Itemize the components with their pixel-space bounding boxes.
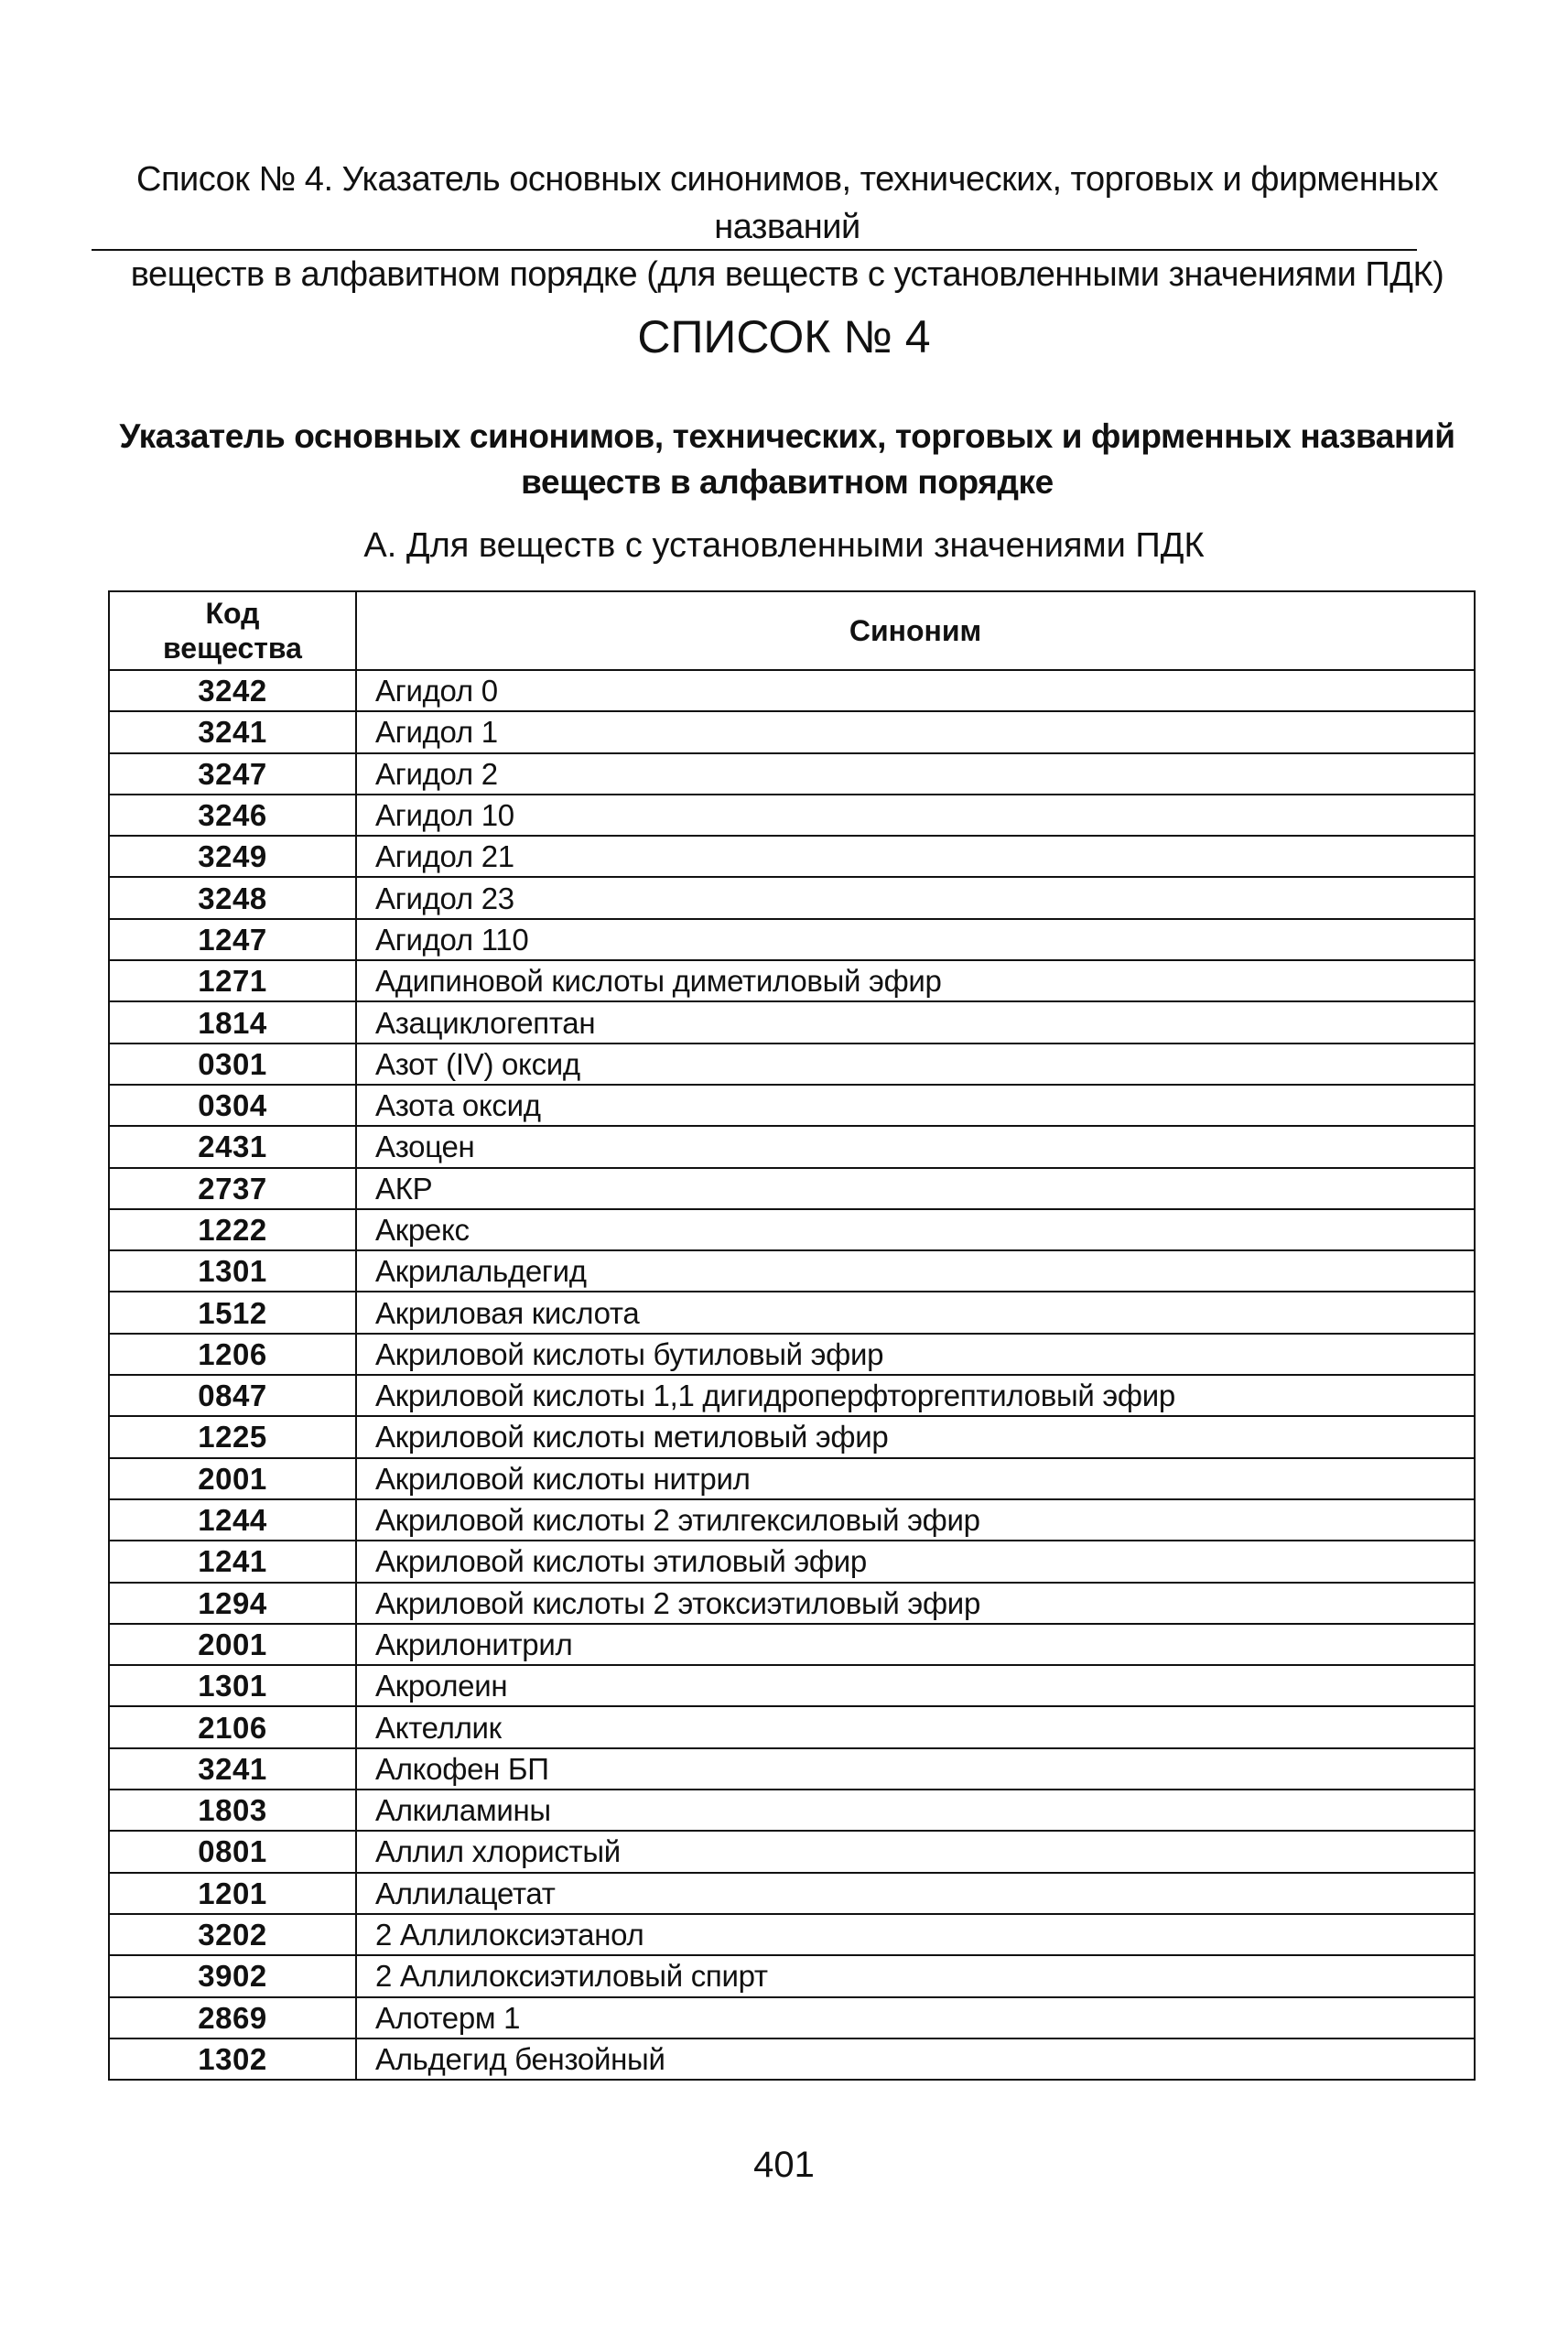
synonym-cell: Акрилонитрил	[356, 1624, 1475, 1665]
table-row	[109, 1624, 1475, 1665]
header-rule	[92, 249, 1417, 251]
table-row	[109, 1458, 1475, 1499]
substance-code-cell: 2737	[109, 1168, 356, 1209]
list-title: СПИСОК № 4	[637, 311, 931, 362]
section-title-line-1: Указатель основных синонимов, технических, торговых и фирменных названий	[119, 417, 1455, 455]
synonym-cell: Аллил хлористый	[356, 1831, 1475, 1872]
table-row	[109, 1748, 1475, 1790]
synonym-table	[108, 590, 1476, 2081]
table-row	[109, 1499, 1475, 1541]
synonym-cell: Агидол 2	[356, 753, 1475, 795]
substance-code-cell: 1222	[109, 1209, 356, 1250]
table-row	[109, 753, 1475, 795]
synonym-cell: Акриловой кислоты этиловый эфир	[356, 1541, 1475, 1582]
synonym-cell: Азота оксид	[356, 1085, 1475, 1126]
substance-code-cell: 3249	[109, 836, 356, 877]
table-row	[109, 1706, 1475, 1747]
substance-code-cell: 3202	[109, 1914, 356, 1955]
synonym-cell: Агидол 21	[356, 836, 1475, 877]
running-head-line-2: веществ в алфавитном порядке (для веществ с установленными значениями ПДК)	[130, 255, 1444, 294]
synonym-cell: Акриловая кислота	[356, 1292, 1475, 1333]
substance-code-cell: 1244	[109, 1499, 356, 1541]
page-number: 401	[753, 2145, 815, 2185]
substance-code-cell: 1301	[109, 1250, 356, 1292]
table-row	[109, 1168, 1475, 1209]
substance-code-cell: 1206	[109, 1334, 356, 1375]
substance-code-cell: 3241	[109, 711, 356, 752]
substance-code-cell: 0304	[109, 1085, 356, 1126]
synonym-cell: Акрекс	[356, 1209, 1475, 1250]
table-row	[109, 1334, 1475, 1375]
substance-code-cell: 1803	[109, 1790, 356, 1831]
substance-code-cell: 2001	[109, 1624, 356, 1665]
synonym-cell: Альдегид бензойный	[356, 2038, 1475, 2080]
table-row	[109, 2038, 1475, 2080]
table-body	[109, 670, 1475, 2080]
table-row	[109, 960, 1475, 1001]
header-synonym: Синоним	[356, 591, 1475, 670]
substance-code-cell: 0847	[109, 1375, 356, 1416]
running-head	[92, 156, 1483, 298]
synonym-cell: 2 Аллилоксиэтиловый спирт	[356, 1955, 1475, 1996]
table-row	[109, 1873, 1475, 1914]
synonym-cell: Акриловой кислоты 1,1 дигидроперфторгептиловый эфир	[356, 1375, 1475, 1416]
substance-code-cell: 3241	[109, 1748, 356, 1790]
section-title-line-2: веществ в алфавитном порядке	[521, 463, 1054, 501]
table-row	[109, 919, 1475, 960]
table-row	[109, 1997, 1475, 2038]
table-row	[109, 1292, 1475, 1333]
header-code	[109, 591, 356, 670]
table-row	[109, 1209, 1475, 1250]
synonym-cell: Акриловой кислоты метиловый эфир	[356, 1416, 1475, 1457]
synonym-cell: Агидол 23	[356, 877, 1475, 918]
section-title	[110, 414, 1465, 505]
synonym-cell: Акриловой кислоты бутиловый эфир	[356, 1334, 1475, 1375]
synonym-cell: Азациклогептан	[356, 1001, 1475, 1043]
synonym-cell: Агидол 10	[356, 795, 1475, 836]
table-row	[109, 1955, 1475, 1996]
header-code-line-1: Код	[205, 597, 260, 630]
synonym-cell: Акриловой кислоты нитрил	[356, 1458, 1475, 1499]
substance-code-cell: 1302	[109, 2038, 356, 2080]
table-row	[109, 877, 1475, 918]
header-code-line-2: вещества	[163, 632, 302, 665]
synonym-cell: Агидол 0	[356, 670, 1475, 711]
subsection-title: А. Для веществ с установленными значениями ПДК	[363, 526, 1205, 565]
running-head-line-1: Список № 4. Указатель основных синонимов, технических, торговых и фирменных названий	[136, 160, 1438, 246]
substance-code-cell: 3248	[109, 877, 356, 918]
table-row	[109, 670, 1475, 711]
table-row	[109, 1831, 1475, 1872]
substance-code-cell: 3242	[109, 670, 356, 711]
synonym-cell: Акриловой кислоты 2 этилгексиловый эфир	[356, 1499, 1475, 1541]
substance-code-cell: 3246	[109, 795, 356, 836]
table-row	[109, 795, 1475, 836]
substance-code-cell: 3247	[109, 753, 356, 795]
table-row	[109, 1665, 1475, 1706]
table-row	[109, 836, 1475, 877]
synonym-cell: 2 Аллилоксиэтанол	[356, 1914, 1475, 1955]
substance-code-cell: 1247	[109, 919, 356, 960]
substance-code-cell: 1225	[109, 1416, 356, 1457]
substance-code-cell: 2431	[109, 1126, 356, 1167]
substance-code-cell: 1241	[109, 1541, 356, 1582]
substance-code-cell: 1512	[109, 1292, 356, 1333]
substance-code-cell: 1814	[109, 1001, 356, 1043]
synonym-cell: Азоцен	[356, 1126, 1475, 1167]
table-row	[109, 711, 1475, 752]
synonym-cell: Аллилацетат	[356, 1873, 1475, 1914]
substance-code-cell: 2106	[109, 1706, 356, 1747]
table-row	[109, 1250, 1475, 1292]
synonym-cell: Адипиновой кислоты диметиловый эфир	[356, 960, 1475, 1001]
table-row	[109, 1416, 1475, 1457]
table-row	[109, 1126, 1475, 1167]
table-row	[109, 1085, 1475, 1126]
synonym-cell: Алотерм 1	[356, 1997, 1475, 2038]
substance-code-cell: 2869	[109, 1997, 356, 2038]
synonym-cell: Акрилальдегид	[356, 1250, 1475, 1292]
substance-code-cell: 1271	[109, 960, 356, 1001]
substance-code-cell: 1201	[109, 1873, 356, 1914]
substance-code-cell: 0801	[109, 1831, 356, 1872]
table-row	[109, 1583, 1475, 1624]
table-row	[109, 1541, 1475, 1582]
synonym-cell: Акролеин	[356, 1665, 1475, 1706]
table-row	[109, 1001, 1475, 1043]
synonym-cell: Актеллик	[356, 1706, 1475, 1747]
synonym-cell: Агидол 1	[356, 711, 1475, 752]
synonym-cell: Агидол 110	[356, 919, 1475, 960]
substance-code-cell: 3902	[109, 1955, 356, 1996]
synonym-cell: Азот (IV) оксид	[356, 1044, 1475, 1085]
table-row	[109, 1044, 1475, 1085]
substance-code-cell: 1301	[109, 1665, 356, 1706]
substance-code-cell: 0301	[109, 1044, 356, 1085]
synonym-cell: АКР	[356, 1168, 1475, 1209]
table-row	[109, 1375, 1475, 1416]
synonym-cell: Акриловой кислоты 2 этоксиэтиловый эфир	[356, 1583, 1475, 1624]
synonym-cell: Алкиламины	[356, 1790, 1475, 1831]
table-row	[109, 1914, 1475, 1955]
substance-code-cell: 2001	[109, 1458, 356, 1499]
table-row	[109, 1790, 1475, 1831]
substance-code-cell: 1294	[109, 1583, 356, 1624]
synonym-cell: Алкофен БП	[356, 1748, 1475, 1790]
table-header-row	[109, 591, 1475, 670]
